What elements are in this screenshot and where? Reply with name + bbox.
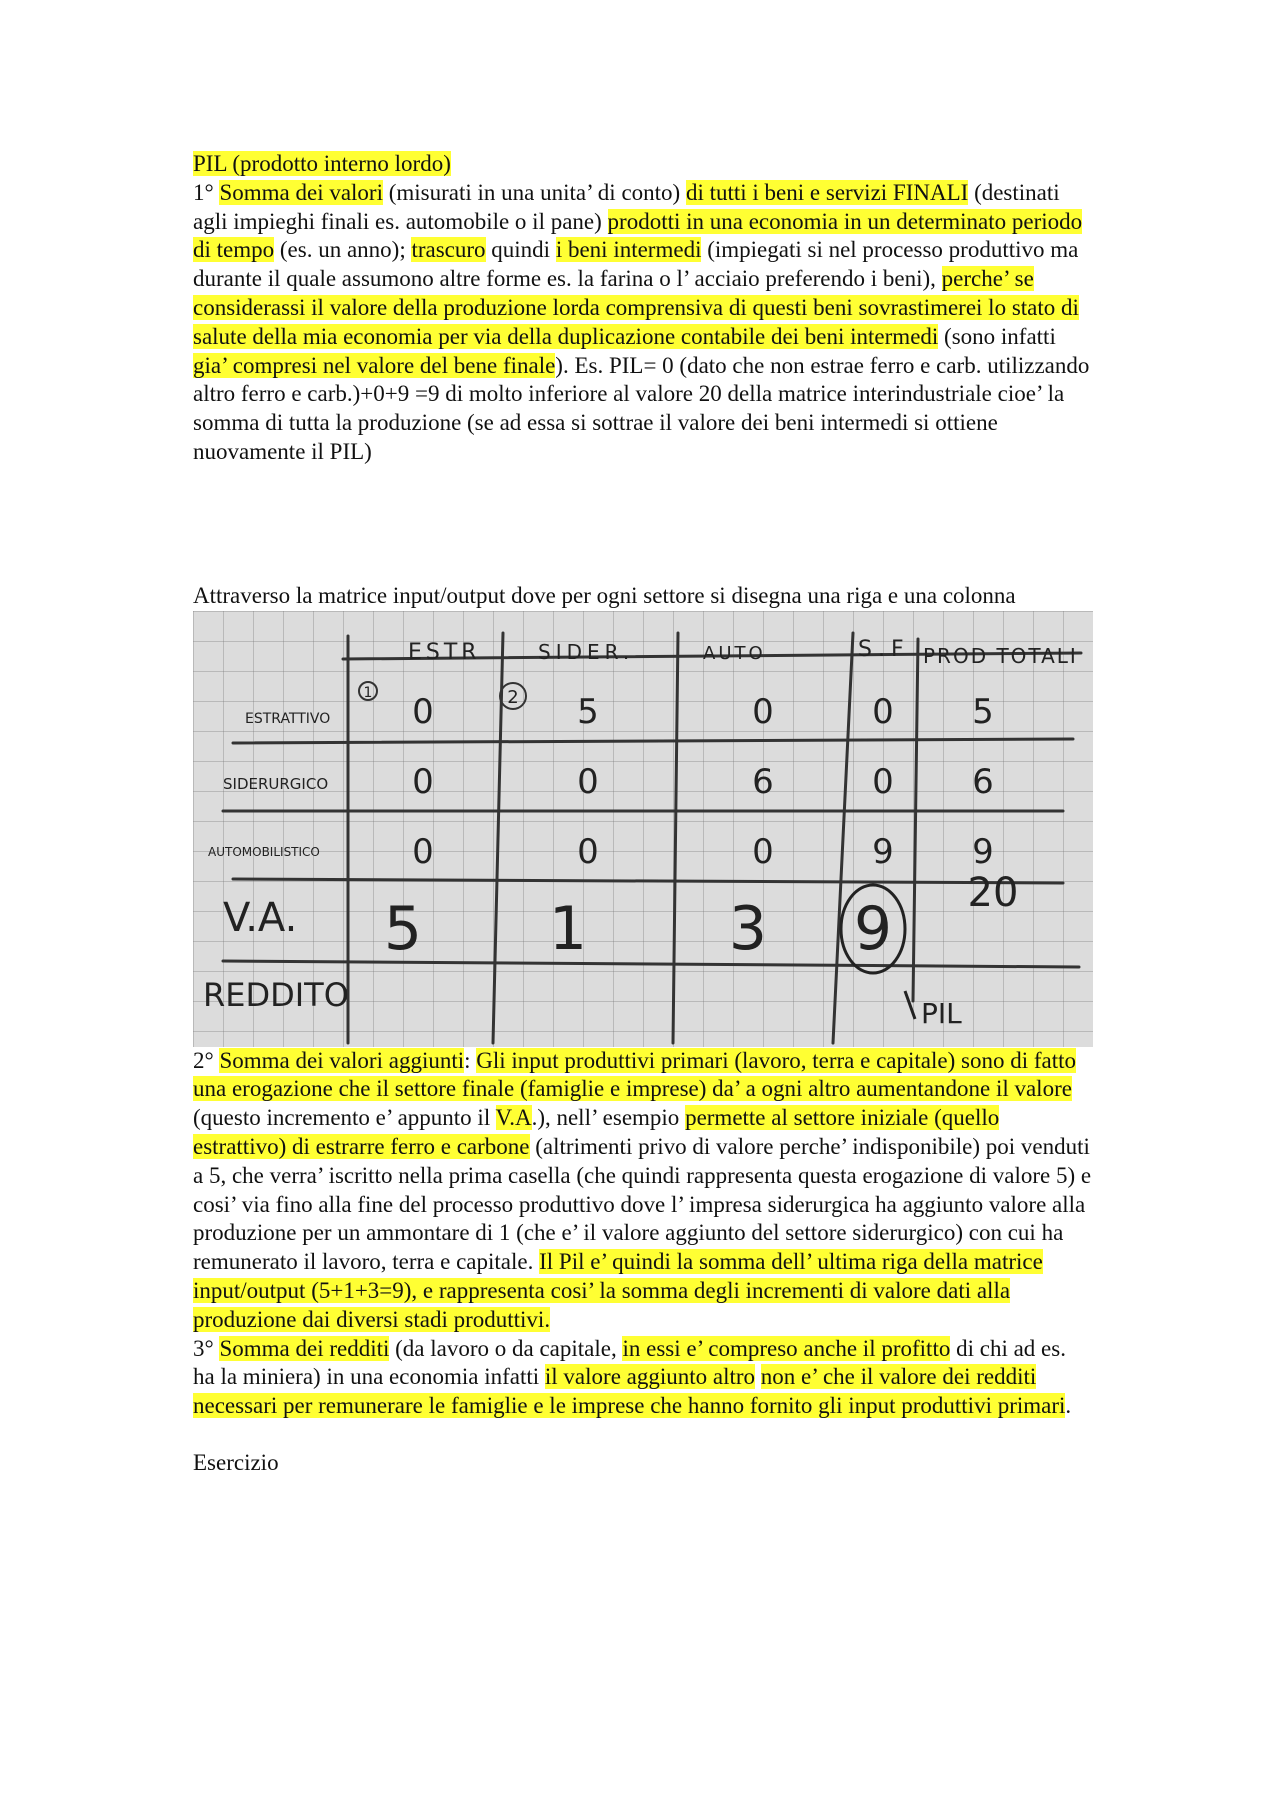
col-header: AUTO	[703, 642, 766, 664]
highlighted-text: perche’ se considerassi il valore della produzione lorda comprensiva di questi beni sovrastimerei lo stato di salute della mia economia per via della duplicazione contabile dei beni intermedi	[193, 266, 1079, 349]
matrix-photo	[193, 611, 1093, 1047]
matrix-cell: 0	[577, 831, 599, 872]
highlighted-text: il valore aggiunto altro	[544, 1364, 756, 1390]
va-cell: 1	[548, 893, 588, 964]
col-header: PROD TOTALI	[923, 643, 1078, 668]
highlighted-text: in essi e’ compreso anche il profitto	[622, 1335, 951, 1361]
highlighted-text: i beni intermedi	[555, 237, 702, 263]
row-label: AUTOMOBILISTICO	[208, 844, 320, 859]
text: .	[1065, 1393, 1072, 1419]
document-page	[193, 150, 1093, 1478]
matrix-cell: 6	[752, 761, 774, 802]
highlighted-text: non e’ che il valore dei redditi necessari per remunerare le famiglie e le imprese che hanno fornito gli input produttivi primari	[193, 1364, 1066, 1419]
highlighted-text: di tutti i beni e servizi FINALI	[685, 179, 969, 205]
matrix-cell: 0	[872, 761, 894, 802]
text: (da lavoro o da capitale,	[389, 1335, 623, 1361]
va-label: V.A.	[223, 894, 298, 941]
grid-line	[833, 633, 853, 1043]
text: (es. un anno);	[274, 237, 412, 263]
va-label: REDDITO	[203, 975, 349, 1014]
text: 3°	[193, 1335, 220, 1361]
text: (destinati agli impieghi finali es. automobile o il pane)	[193, 179, 1060, 234]
paragraph-2	[193, 1047, 1093, 1335]
col-header: ESTR	[408, 639, 481, 665]
matrix-cell: 0	[412, 691, 434, 732]
text: ). Es. PIL= 0 (dato che non estrae ferro e carb. utilizzando altro ferro e carb.)+0+9 =9 di molto inferiore al valore 20 della matrice interindustriale cioe’ la somma di tutta la produzione (se ad essa si sottrae il valore dei beni intermedi si ottiene nuovamente il PIL)	[193, 352, 1090, 464]
matrix-cell: 6	[972, 761, 994, 802]
text: (impiegati si nel processo produttivo ma durante il quale assumono altre forme es. la farina o l’ acciaio preferendo i beni),	[193, 237, 1079, 292]
matrix-cell: 0	[412, 761, 434, 802]
paragraph-3	[193, 1335, 1093, 1421]
matrix-cell: 0	[752, 691, 774, 732]
highlighted-text: Somma dei redditi	[219, 1335, 390, 1361]
matrix-cell: 0	[412, 831, 434, 872]
text: .), nell’ esempio	[531, 1105, 686, 1131]
matrix-cell: 0	[752, 831, 774, 872]
highlighted-text: gia’ compresi nel valore del bene finale	[193, 352, 556, 378]
text: (misurati in una unita’ di conto)	[382, 179, 686, 205]
matrix-drawing	[193, 611, 1093, 1047]
text: (sono infatti	[938, 323, 1056, 349]
matrix-cell: 5	[972, 691, 994, 732]
pil-label: PIL	[921, 996, 962, 1030]
highlighted-text: V.A	[495, 1105, 532, 1131]
grid-line	[913, 639, 918, 1001]
grid-line	[233, 739, 1073, 743]
grid-line	[493, 633, 503, 1043]
text: (altrimenti privo di valore perche’ indisponibile) poi venduti a 5, che verra’ iscritto nella prima casella (che quindi rappresenta questa erogazione di valore 5) e cosi’ via fino alla fine del processo produttivo dove l’ impresa siderurgica ha aggiunto valore alla produzione per un ammontare di 1 (che e’ il valore aggiunto del settore siderurgico) con cui ha remunerato il lavoro, terra e capitale.	[193, 1133, 1092, 1275]
text: quindi	[485, 237, 556, 263]
highlighted-text: Somma dei valori aggiunti	[219, 1047, 465, 1073]
text: di chi ad es. ha la miniera) in una economia infatti	[193, 1335, 1066, 1390]
title: PIL (prodotto interno lordo)	[193, 151, 451, 176]
matrix-cell: 9	[872, 831, 894, 872]
circle-marker-label: 1	[363, 684, 373, 701]
highlighted-text: trascuro	[411, 237, 486, 263]
highlighted-text: Gli input produttivi primari (lavoro, terra e capitale) sono di fatto una erogazione che il settore finale (famiglie e imprese) da’ a ogni altro aumentandone il valore	[193, 1047, 1076, 1102]
highlighted-text: prodotti in una economia in un determinato periodo di tempo	[193, 208, 1083, 263]
circle-marker-label: 2	[507, 686, 519, 708]
va-cell: 5	[383, 893, 423, 964]
va-cell: 3	[728, 893, 768, 964]
text: 2°	[193, 1047, 220, 1073]
text: :	[464, 1047, 477, 1073]
highlighted-text: Il Pil e’ quindi la somma dell’ ultima riga della matrice input/output (5+1+3=9), e rappresenta cosi’ la somma degli incrementi di valore dati alla produzione dai diversi stadi produttivi.	[193, 1249, 1043, 1332]
grid-line	[223, 961, 1079, 967]
va-cell: 9	[853, 893, 893, 964]
spacer	[193, 1421, 1093, 1449]
text: (questo incremento e’ appunto il	[193, 1105, 496, 1131]
paragraph-1	[193, 180, 1089, 464]
matrix-cell: 0	[577, 761, 599, 802]
text: 1°	[193, 179, 220, 205]
col-header: SIDER.	[538, 639, 635, 664]
row-label: SIDERURGICO	[223, 774, 329, 793]
row-label: ESTRATTIVO	[245, 710, 331, 727]
matrix-cell: 9	[972, 831, 994, 872]
matrix-intro: Attraverso la matrice input/output dove per ogni settore si disegna una riga e una colonna	[193, 582, 1016, 608]
exercise-heading: Esercizio	[193, 1449, 279, 1475]
matrix-cell: 0	[872, 691, 894, 732]
matrix-cell: 5	[577, 691, 599, 732]
highlighted-text: Somma dei valori	[219, 179, 383, 205]
spacer	[193, 467, 1093, 582]
grid-line	[673, 633, 678, 1043]
highlighted-text: permette al settore iniziale (quello estrattivo) di estrarre ferro e carbone	[193, 1105, 1000, 1159]
va-cell: 20	[967, 869, 1019, 916]
text	[755, 1364, 761, 1389]
section1	[193, 150, 1093, 467]
grid-line	[233, 879, 1063, 883]
col-header: S.F	[858, 636, 910, 662]
